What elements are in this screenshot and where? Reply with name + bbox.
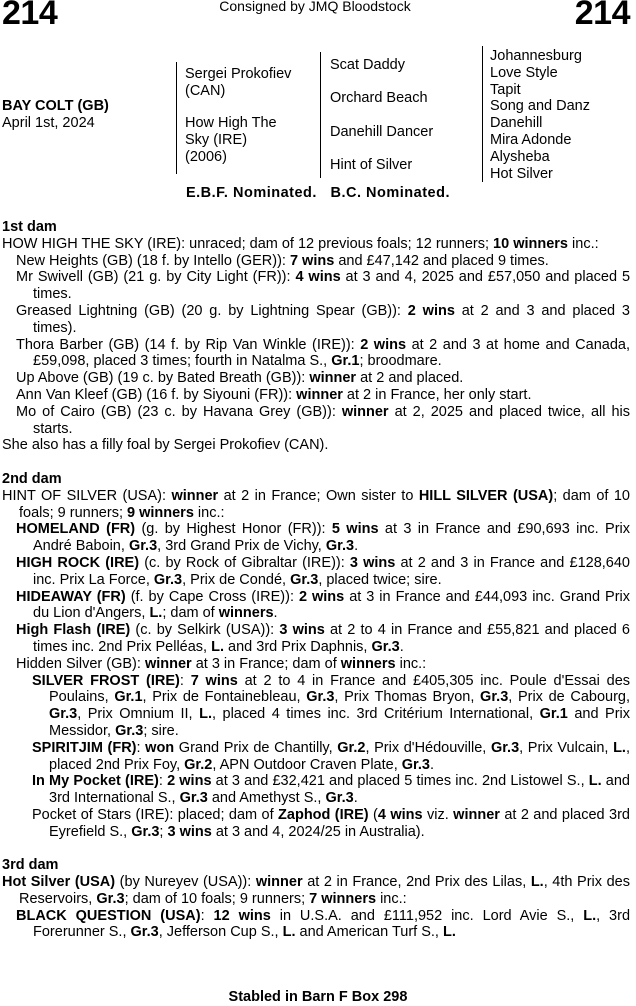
third-dam-title: 3rd dam (2, 857, 59, 874)
pedigree-grandsire-1: Scat Daddy (330, 57, 405, 73)
offspring-3: Greased Lightning (GB) (20 g. by Lightning Spear (GB)): 2 wins at 2 and 3 and placed 3 times). (16, 302, 630, 336)
lot-number-left: 214 (2, 0, 58, 32)
in-my-pocket-entry: In My Pocket (IRE): 2 wins at 3 and £32,421 and placed 5 times inc. 2nd Listowel S., L. and 3rd International S., Gr.3 and Amethyst S., Gr.3. (32, 773, 631, 807)
homeland-entry: HOMELAND (FR) (g. by Highest Honor (FR)): 5 wins at 3 in France and £90,693 inc. Prix André Baboin, Gr.3, 3rd Grand Prix de Vichy, Gr.3. (16, 521, 630, 555)
pedigree-granddam-1: Orchard Beach (330, 90, 428, 106)
ggp-1: Johannesburg (490, 48, 582, 64)
offspring-5: Up Above (GB) (19 c. by Bated Breath (GB)): winner at 2 and placed. (16, 370, 464, 387)
high-flash-entry: High Flash (IRE) (c. by Selkirk (USA)): 3 wins at 2 to 4 in France and £55,821 and placed 6 times inc. 2nd Prix Pelléas, L. and 3rd Prix Daphnis, Gr.3. (16, 622, 630, 655)
lot-number-right: 214 (574, 0, 630, 32)
pedigree-sire: Sergei Prokofiev (CAN) (185, 66, 292, 99)
hidden-silver-entry: Hidden Silver (GB): winner at 3 in France; dam of winners inc.: (16, 655, 427, 672)
pedigree-dam: How High The Sky (IRE) (2006) (185, 115, 277, 165)
horse-dob: April 1st, 2024 (2, 115, 95, 131)
spiritjim-entry: SPIRITJIM (FR): won Grand Prix de Chantilly, Gr.2, Prix d'Hédouville, Gr.3, Prix Vulcain, L., placed 2nd Prix Foy, Gr.2, APN Outdoor Craven Plate, Gr.3. (32, 739, 630, 773)
consignor-line: Consigned by JMQ Bloodstock (219, 0, 411, 14)
pedigree-grandsire-2: Danehill Dancer (330, 124, 434, 140)
pedigree-great-grandparents (490, 48, 590, 182)
hot-silver-entry: Hot Silver (USA) (by Nureyev (USA)): winner at 2 in France, 2nd Prix des Lilas, L., 4th Prix des Reservoirs, Gr.3; dam of 10 foals; 9 runners; 7 winners inc.: (2, 874, 630, 907)
pedigree-granddam-2: Hint of Silver (330, 157, 413, 173)
ggp-4: Song and Danz (490, 98, 590, 115)
ggp-6: Mira Adonde (490, 131, 572, 148)
pocket-of-stars-entry: Pocket of Stars (IRE): placed; dam of Zaphod (IRE) (4 wins viz. winner at 2 and placed 3rd Eyrefield S., Gr.3; 3 wins at 3 and 4, 2024/25 in Australia). (32, 806, 630, 840)
second-dam-title: 2nd dam (2, 470, 62, 487)
black-question-entry: BLACK QUESTION (USA): 12 wins in U.S.A. and £111,952 inc. Lord Avie S., L., 3rd Forerunner S., Gr.3, Jefferson Cup S., L. and American Turf S., L. (16, 907, 631, 941)
first-dam-intro-end: inc.: (568, 235, 599, 252)
first-dam-title: 1st dam (2, 219, 57, 235)
pedigree-divider-1 (176, 62, 177, 174)
nominations: E.B.F. Nominated. B.C. Nominated. (185, 185, 451, 201)
offspring-7: Mo of Cairo (GB) (23 c. by Havana Grey (GB)): winner at 2, 2025 and placed twice, all his starts. (16, 403, 630, 437)
first-dam-intro-bold: 10 winners (493, 235, 568, 252)
high-rock-entry: HIGH ROCK (IRE) (c. by Rock of Gibraltar (IRE)): 3 wins at 2 and 3 in France and £128,640 inc. Prix La Force, Gr.3, Prix de Condé, Gr.3, placed twice; sire. (16, 554, 630, 588)
ggp-7: Alysheba (490, 148, 550, 165)
catalogue-body (2, 219, 630, 941)
first-dam-note: She also has a filly foal by Sergei Prokofiev (CAN). (2, 437, 329, 454)
stable-location: Stabled in Barn F Box 298 (228, 989, 408, 1005)
offspring-6: Ann Van Kleef (GB) (16 f. by Siyouni (FR)): winner at 2 in France, her only start. (16, 386, 532, 403)
second-dam-intro: HINT OF SILVER (USA): winner at 2 in France; Own sister to HILL SILVER (USA); dam of 10 foals; 9 runners; 9 winners inc.: (2, 487, 630, 521)
ggp-5: Danehill (490, 115, 543, 132)
pedigree-divider-2 (320, 52, 321, 178)
horse-name: BAY COLT (GB) (2, 98, 109, 114)
hideaway-entry: HIDEAWAY (FR) (f. by Cape Cross (IRE)): 2 wins at 3 in France and £44,093 inc. Grand Prix du Lion d'Angers, L.; dam of winners. (16, 588, 630, 622)
ggp-8: Hot Silver (490, 165, 553, 182)
first-dam-intro (2, 236, 630, 253)
offspring-2: Mr Swivell (GB) (21 g. by City Light (FR)): 4 wins at 3 and 4, 2025 and £57,050 and placed 5 times. (16, 269, 631, 303)
ggp-3: Tapit (490, 81, 521, 98)
offspring-1: New Heights (GB) (18 f. by Intello (GER)): 7 wins and £47,142 and placed 9 times. (16, 252, 549, 269)
pedigree-divider-3 (482, 46, 483, 182)
silver-frost-entry: SILVER FROST (IRE): 7 wins at 2 to 4 in France and £405,305 inc. Poule d'Essai des Poulains, Gr.1, Prix de Fontainebleau, Gr.3, Prix Thomas Bryon, Gr.3, Prix de Cabourg, Gr.3, Prix Omnium II, L., placed 4 times inc. 3rd Critérium International, Gr.1 and Prix Messidor, Gr.3; sire. (32, 672, 631, 739)
ggp-2: Love Style (490, 64, 558, 81)
offspring-4: Thora Barber (GB) (14 f. by Rip Van Winkle (IRE)): 2 wins at 2 and 3 at home and Canada, £59,098, placed 3 times; fourth in Natalma S., Gr.1; broodmare. (16, 336, 631, 370)
first-dam-intro-text: HOW HIGH THE SKY (IRE): unraced; dam of 12 previous foals; 12 runners; (2, 235, 494, 252)
